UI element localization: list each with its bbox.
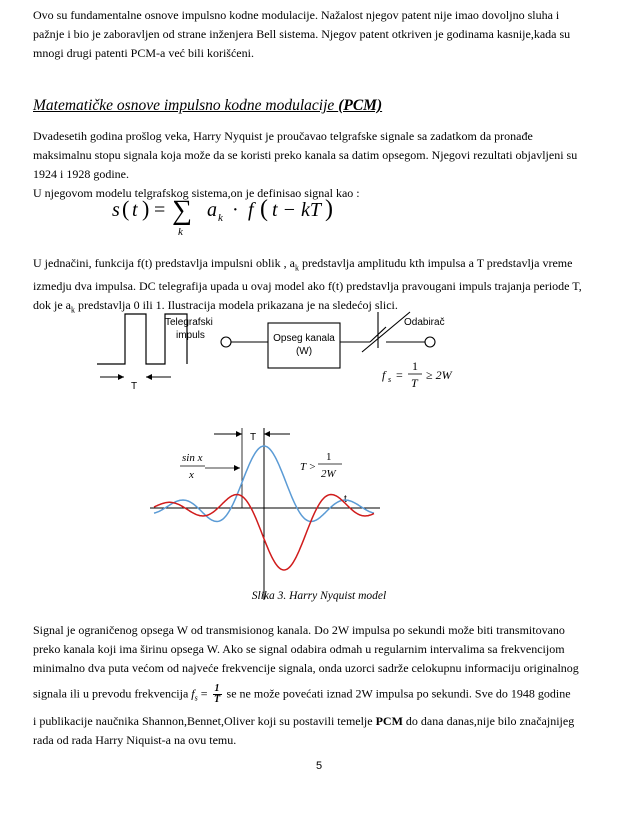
section-heading-abbr: (PCM): [338, 97, 383, 114]
intro-line-1: Ovo su fundamentalne osnove impulsno kodne modulacije. Nažalost njegov patent nije imao dovoljno sluha i: [33, 8, 560, 22]
explain-line-3-sub: k: [71, 305, 75, 315]
inline-fs-sub: s: [194, 693, 198, 703]
condition-num: 1: [326, 451, 332, 463]
sinc-pointer-head: [234, 465, 240, 471]
sampler-label: Odabirač: [404, 317, 445, 328]
nyquist-line-3: 1924 i 1928 godine.: [33, 167, 129, 181]
formula-sum-index: k: [178, 226, 183, 238]
period-arrow-right-head: [146, 374, 152, 380]
sampling-freq-num: 1: [412, 359, 418, 373]
sampling-freq-den: T: [411, 376, 418, 390]
formula-s: s: [112, 199, 120, 221]
signal-formula: [0, 180, 638, 246]
period-arrow-left-head: [118, 374, 124, 380]
intro-paragraph: [33, 6, 613, 63]
sampling-freq-rhs: ≥ 2W: [426, 368, 452, 382]
inline-fs-eq: =: [197, 686, 208, 701]
condition-den: 2W: [321, 468, 336, 480]
conclusion-line-3: minimalno dva puta većom od najveće frekvencije signala, onda uzorci sadrže celokupnu informaciju originalnog: [33, 661, 579, 675]
conclusion-line-5: [33, 712, 574, 731]
output-terminal: [425, 337, 435, 347]
inline-fs-num: 1: [214, 683, 220, 694]
intro-line-3: mnogi drugi patenti PCM-a već bili korišćeni.: [33, 46, 254, 60]
formula-sum: ∑: [172, 195, 192, 226]
formula-paren-close: ): [142, 196, 150, 221]
conclusion-paragraph: [33, 621, 613, 750]
conclusion-line-4a: signala ili u prevodu frekvencija: [33, 686, 192, 701]
sampling-freq-eq: =: [396, 368, 403, 382]
nyquist-model-diagram: [0, 300, 638, 605]
explain-line-3a: dok je a: [33, 298, 71, 313]
formula-inner: t − kT: [272, 199, 322, 221]
channel-label-1: Opseg kanala: [273, 333, 335, 344]
T-axis-label: T: [250, 432, 257, 443]
sampler-switch-lever: [362, 312, 410, 352]
nyquist-line-4: U njegovom modelu telgrafskog sistema,on je definisao signal kao :: [33, 186, 360, 200]
intro-line-2: pažnje i bio je zaboravljen od strane inženjera Bell sistema. Njegov patent otkriven je godinama kasnije,kada su: [33, 27, 571, 41]
channel-label-2: (W): [295, 346, 313, 357]
explain-line-3b: predstavlja 0 ili 1. Ilustracija modela prikazana je na sledećoj slici.: [75, 298, 398, 313]
section-heading-text: Matematičke osnove impulsno kodne modulacije: [33, 97, 339, 114]
formula-a-sub: k: [218, 212, 223, 224]
explain-line-1a: U jednačini, funkcija f(t) predstavlja impulsni oblik , a: [33, 256, 295, 270]
sinc-numerator: sin x: [182, 452, 203, 464]
t-axis-label: t: [344, 494, 347, 505]
conclusion-line-5-bold: PCM: [375, 713, 403, 728]
explain-line-1b: predstavlja amplitudu kth impulsa a T predstavlja vreme: [298, 256, 573, 270]
sampling-freq-sub: s: [388, 375, 392, 384]
figure-caption: Slika 3. Harry Nyquist model: [251, 590, 387, 602]
conclusion-line-1: Signal je ograničenog opsega W od transmisionog kanala. Do 2W impulsa po sekundi može biti transmitovano: [33, 623, 565, 637]
section-heading: [33, 96, 382, 116]
conclusion-line-4: [33, 684, 571, 708]
sinc-denominator: x: [189, 469, 194, 481]
formula-paren-open: (: [122, 196, 130, 221]
formula-equals: =: [154, 199, 166, 221]
page-number: 5: [315, 760, 323, 772]
formula-dot: ·: [232, 199, 239, 221]
conclusion-line-6: rada od rada Harry Niquist-a na ovu temu.: [33, 732, 237, 747]
nyquist-line-2: maksimalnu stopu signala koja može da se koristi preko kanala sa datim opsegom. Njegovi rezultati objavljeni su: [33, 148, 578, 162]
inline-fs-f: f: [191, 686, 195, 701]
formula-a: a: [207, 199, 217, 221]
conclusion-line-5b: do dana danas,nije bilo značajnijeg: [402, 713, 575, 728]
explain-line-1-sub: k: [294, 263, 299, 273]
inline-fs-den: T: [213, 694, 221, 705]
formula-paren2-open: (: [260, 196, 268, 222]
formula-f: f: [248, 199, 254, 221]
input-terminal: [221, 337, 231, 347]
formula-t: t: [132, 199, 138, 221]
conclusion-line-5a: i publikacije naučnika Shannon,Bennet,Oliver koji su postavili temelje: [33, 713, 376, 728]
T-arrow-left-head: [236, 431, 242, 437]
sampling-freq-f: f: [382, 368, 386, 382]
conclusion-line-2: preko kanala koji ima širinu opsega W. Ako se signal odabira odmah u regularnim intervalima sa frekvencijom: [33, 642, 565, 656]
conclusion-line-4b: se ne može povećati iznad 2W impulsa po sekundi. Sve do 1948 godine: [226, 686, 571, 701]
nyquist-line-1: Dvadesetih godina prošlog veka, Harry Nyquist je proučavao telgrafske signale sa zadatkom da pronađe: [33, 129, 533, 143]
explain-line-2: izmedju dva impulsa. DC telegrafija upada u ovaj model ako f(t) predstavlja pravougani impuls trajanja periode T,: [33, 279, 582, 294]
condition-lhs: T >: [300, 461, 317, 473]
period-label: T: [131, 381, 138, 392]
telegraph-label-1: Telegrafski: [165, 317, 213, 328]
formula-paren2-close: ): [325, 196, 333, 222]
inline-fs-fraction: [213, 684, 222, 705]
telegraph-label-2: impuls: [176, 330, 205, 341]
T-arrow-right-head: [264, 431, 270, 437]
